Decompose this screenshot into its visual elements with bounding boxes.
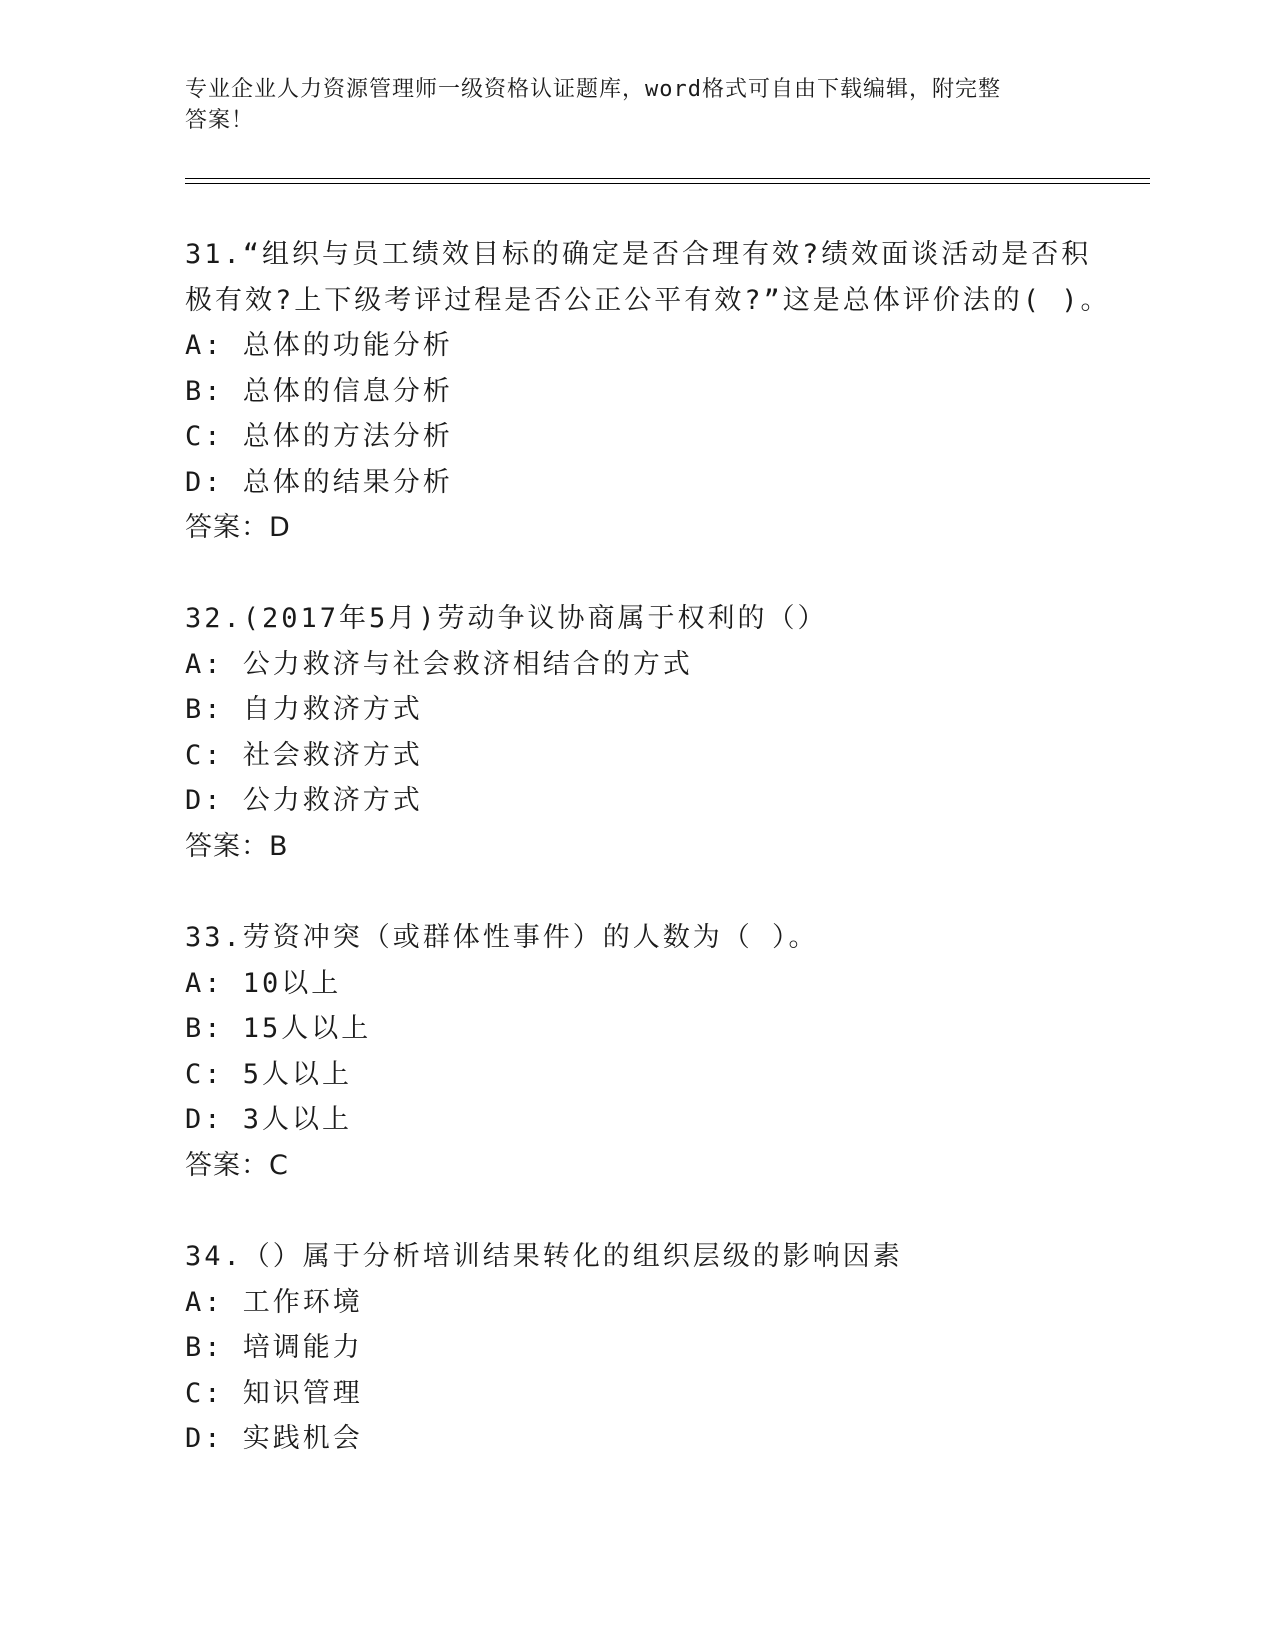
- option-b: B: 自力救济方式: [185, 694, 423, 725]
- option-c: C: 社会救济方式: [185, 739, 423, 771]
- answer: 答案：C: [185, 1149, 289, 1181]
- option-a: A: 公力救济与社会救济相结合的方式: [185, 648, 693, 680]
- header-line-2: 答案！: [185, 108, 255, 133]
- header-divider-bottom: [185, 183, 1150, 184]
- option-c: C: 5人以上: [185, 1058, 353, 1090]
- header-line-1: 专业企业人力资源管理师一级资格认证题库，word格式可自由下载编辑，附完整: [185, 77, 1001, 102]
- option-d: D: 总体的结果分析: [185, 466, 453, 498]
- option-d: D: 3人以上: [185, 1104, 353, 1135]
- answer: 答案：D: [185, 512, 291, 543]
- option-b: B: 总体的信息分析: [185, 375, 453, 407]
- answer: 答案：B: [185, 830, 289, 862]
- option-c: C: 总体的方法分析: [185, 421, 453, 452]
- header-divider-top: [185, 178, 1150, 179]
- option-a: A: 总体的功能分析: [185, 330, 453, 361]
- option-b: B: 培调能力: [185, 1332, 363, 1363]
- question-stem: 32.(2017年5月)劳动争议协商属于权利的（）: [185, 603, 828, 634]
- option-b: B: 15人以上: [185, 1013, 372, 1044]
- question-stem: 极有效?上下级考评过程是否公正公平有效?”这是总体评价法的( )。: [185, 284, 1111, 316]
- question-stem: 31.“组织与员工绩效目标的确定是否合理有效?绩效面谈活动是否积: [185, 239, 1092, 270]
- question-34: [185, 1234, 1085, 1462]
- option-a: A: 10以上: [185, 967, 342, 999]
- question-32: [185, 596, 1085, 869]
- question-31: [185, 232, 1111, 551]
- question-stem: 34.（）属于分析培训结果转化的组织层级的影响因素: [185, 1241, 903, 1272]
- option-d: D: 公力救济方式: [185, 785, 423, 816]
- option-c: C: 知识管理: [185, 1377, 363, 1409]
- option-a: A: 工作环境: [185, 1286, 363, 1318]
- document-header: [185, 74, 1085, 136]
- question-stem: 33.劳资冲突（或群体性事件）的人数为（ ）。: [185, 922, 819, 953]
- question-33: [185, 915, 1085, 1188]
- option-d: D: 实践机会: [185, 1423, 363, 1454]
